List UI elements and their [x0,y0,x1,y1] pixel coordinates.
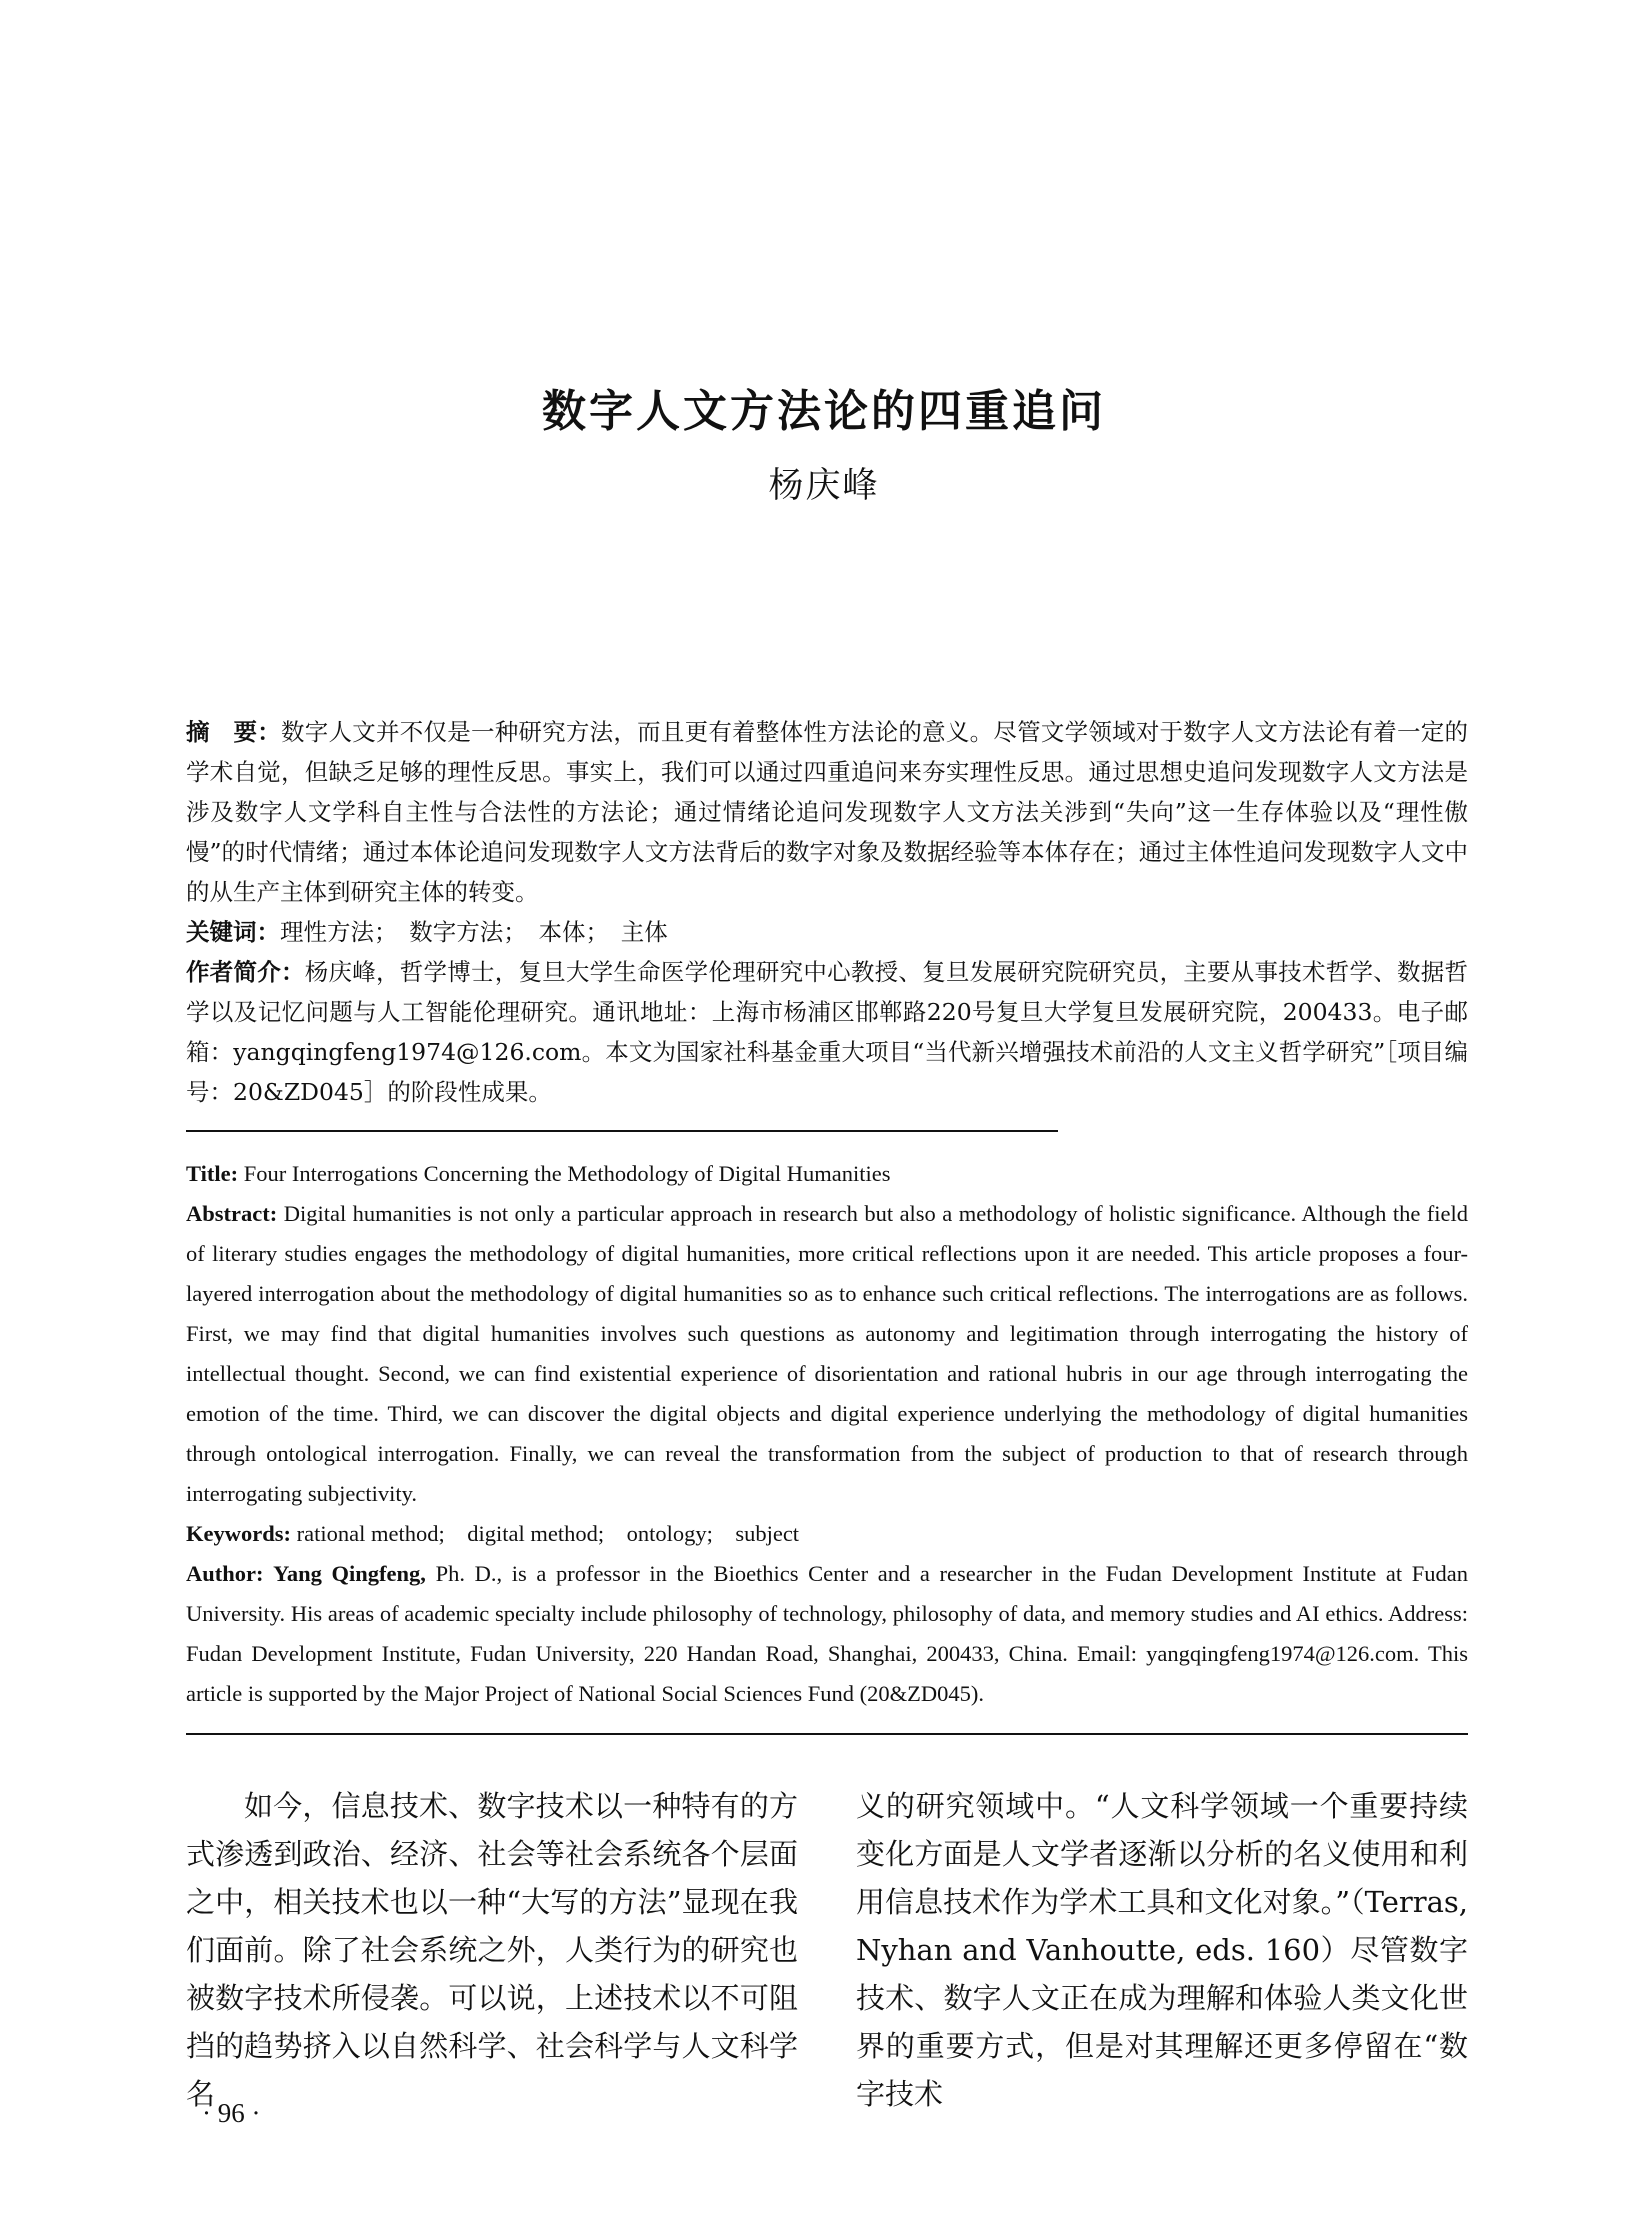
author-name-en: Yang Qingfeng, [273,1561,426,1586]
keywords-text: 理性方法； 数字方法； 本体； 主体 [280,918,668,946]
chinese-abstract [186,712,1468,912]
abstract-text-en: Digital humanities is not only a particular approach in research but also a methodology of holistic significance. Although the field of literary studies engages the methodology of digital humanities, more critical reflections upon it are needed. This article proposes a four-layered interrogation about the methodology of digital humanities so as to enhance such critical reflections. The interrogations are as follows. First, we may find that digital humanities involves such questions as autonomy and legitimation through interrogating the history of intellectual thought. Second, we can find existential experience of disorientation and rational hubris in our age through interrogating the emotion of the time. Third, we can discover the digital objects and digital experience underlying the methodology of digital humanities through ontological interrogation. Finally, we can reveal the transformation from the subject of production to that of research through interrogating subjectivity. [186,1201,1469,1506]
english-abstract [186,1194,1468,1514]
article-title: 数字人文方法论的四重追问 [542,386,1106,438]
keywords-label: 关键词： [186,918,280,946]
page-number: · 96 · [202,2098,261,2128]
keywords-label-en: Keywords: [186,1521,291,1546]
article-author: 杨庆峰 [768,466,880,506]
section-divider-short [186,1130,1058,1132]
title-label: Title: [186,1161,239,1186]
body-paragraph-left: 如今，信息技术、数字技术以一种特有的方式渗透到政治、经济、社会等社会系统各个层面之中，相关技术也以一种“大写的方法”显现在我们面前。除了社会系统之外，人类行为的研究也被数字技术所侵袭。可以说，上述技术以不可阻挡的趋势挤入以自然科学、社会科学与人文科学名 [186,1789,798,2111]
abstract-label: 摘 要： [186,718,281,746]
english-keywords [186,1514,1468,1554]
keywords-text-en: rational method; digital method; ontology; subject [296,1521,800,1546]
bio-label: 作者简介： [186,958,305,986]
author-text-en: Ph. D., is a professor in the Bioethics Center and a researcher in the Fudan Development Institute at Fudan University. His areas of academic specialty include philosophy of technology, philosophy of data, and memory studies and AI ethics. Address: Fudan Development Institute, Fudan University, 220 Handan Road, Shanghai, 200433, China. Email: yangqingfeng1974@126.com. This article is supported by the Major Project of National Social Sciences Fund (20&ZD045). [186,1561,1469,1706]
body-column-right [856,1782,1468,2118]
english-author [186,1554,1468,1714]
body-column-left [186,1782,798,2118]
abstract-text: 数字人文并不仅是一种研究方法，而且更有着整体性方法论的意义。尽管文学领域对于数字人文方法论有着一定的学术自觉，但缺乏足够的理性反思。事实上，我们可以通过四重追问来夯实理性反思。通过思想史追问发现数字人文方法是涉及数字人文学科自主性与合法性的方法论；通过情绪论追问发现数字人文方法关涉到“失向”这一生存体验以及“理性傲慢”的时代情绪；通过本体论追问发现数字人文方法背后的数字对象及数据经验等本体存在；通过主体性追问发现数字人文中的从生产主体到研究主体的转变。 [186,718,1469,906]
english-title [186,1154,1468,1194]
body-paragraph-right: 义的研究领域中。“人文科学领域一个重要持续变化方面是人文学者逐渐以分析的名义使用和利用信息技术作为学术工具和文化对象。”（Terras, Nyhan and Vanhoutte, eds. 160）尽管数字技术、数字人文正在成为理解和体验人类文化世界的重要方式，但是对其理解还更多停留在“数字技术 [856,1789,1468,2111]
abstract-label-en: Abstract: [186,1201,278,1226]
title-text: Four Interrogations Concerning the Methodology of Digital Humanities [243,1161,891,1186]
chinese-keywords [186,912,1468,952]
author-label-en: Author: [186,1561,264,1586]
bio-text: 杨庆峰，哲学博士，复旦大学生命医学伦理研究中心教授、复旦发展研究院研究员，主要从事技术哲学、数据哲学以及记忆问题与人工智能伦理研究。通讯地址：上海市杨浦区邯郸路220号复旦大学复旦发展研究院，200433。电子邮箱：yangqingfeng1974@126.com。本文为国家社科基金重大项目“当代新兴增强技术前沿的人文主义哲学研究”［项目编号：20&ZD045］的阶段性成果。 [186,958,1469,1106]
section-divider-full [186,1733,1468,1735]
chinese-author-bio [186,952,1468,1112]
english-abstract-section [186,1154,1468,1714]
chinese-abstract-section [186,712,1468,1112]
